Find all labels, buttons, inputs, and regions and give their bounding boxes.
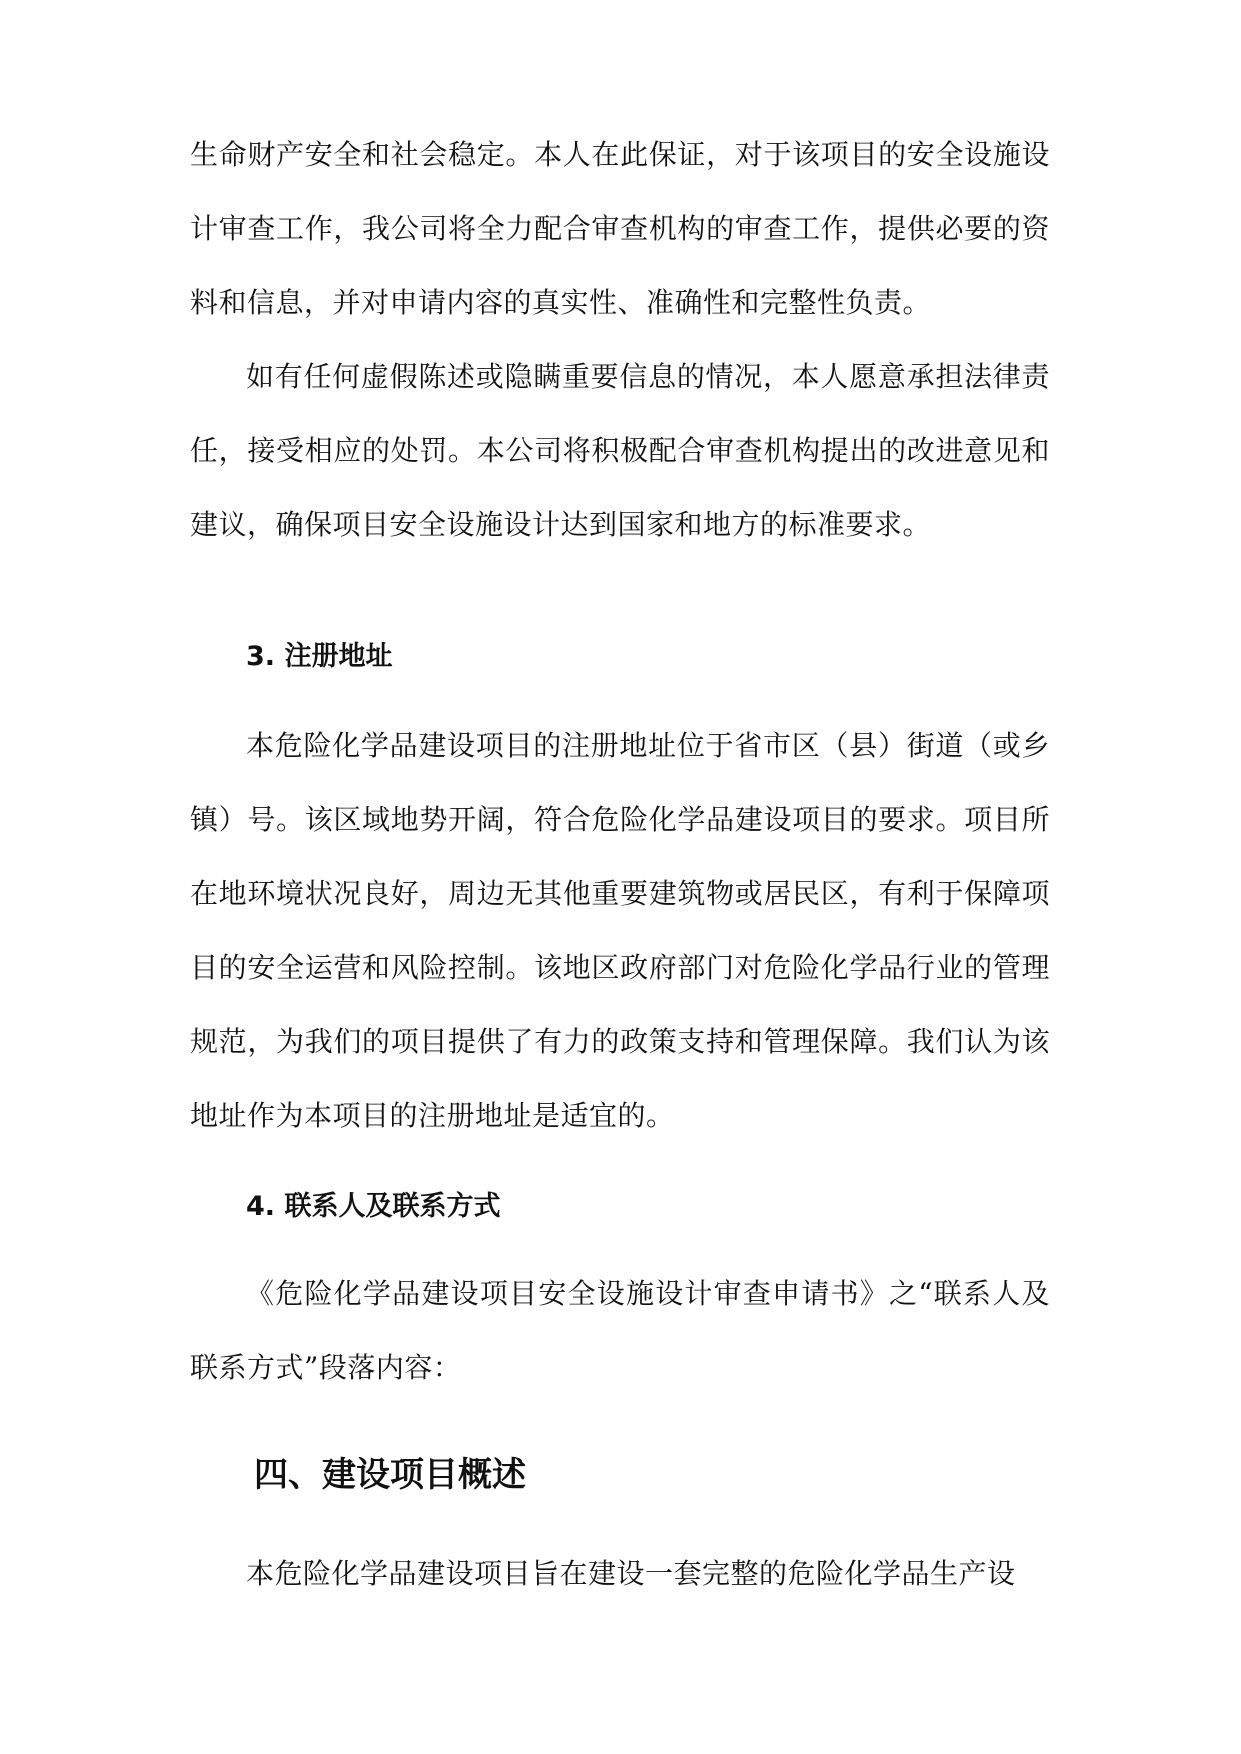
section-title-project-overview: 四、建设项目概述 (254, 1455, 526, 1495)
paragraph-registered-address: 本危险化学品建设项目的注册地址位于省市区（县）街道（或乡镇）号。该区域地势开阔，符合危险化学品建设项目的要求。项目所在地环境状况良好，周边无其他重要建筑物或居民区，有利于保障项目的安全运营和风险控制。该地区政府部门对危险化学品行业的管理规范，为我们的项目提供了有力的政策支持和管理保障。我们认为该地址作为本项目的注册地址是适宜的。 (190, 729, 1050, 1132)
paragraph-safety-guarantee: 生命财产安全和社会稳定。本人在此保证，对于该项目的安全设施设计审查工作，我公司将全力配合审查机构的审查工作，提供必要的资料和信息，并对申请内容的真实性、准确性和完整性负责。 (190, 138, 1050, 319)
paragraph-contact: 《危险化学品建设项目安全设施设计审查申请书》之“联系人及联系方式”段落内容： (190, 1277, 1050, 1384)
heading-contact: 4. 联系人及联系方式 (246, 1191, 501, 1222)
paragraph-legal-liability: 如有任何虚假陈述或隐瞒重要信息的情况，本人愿意承担法律责任，接受相应的处罚。本公司将积极配合审查机构提出的改进意见和建议，确保项目安全设施设计达到国家和地方的标准要求。 (190, 360, 1050, 541)
heading-registered-address: 3. 注册地址 (246, 641, 393, 672)
paragraph-project-overview: 本危险化学品建设项目旨在建设一套完整的危险化学品生产设 (246, 1557, 1016, 1590)
